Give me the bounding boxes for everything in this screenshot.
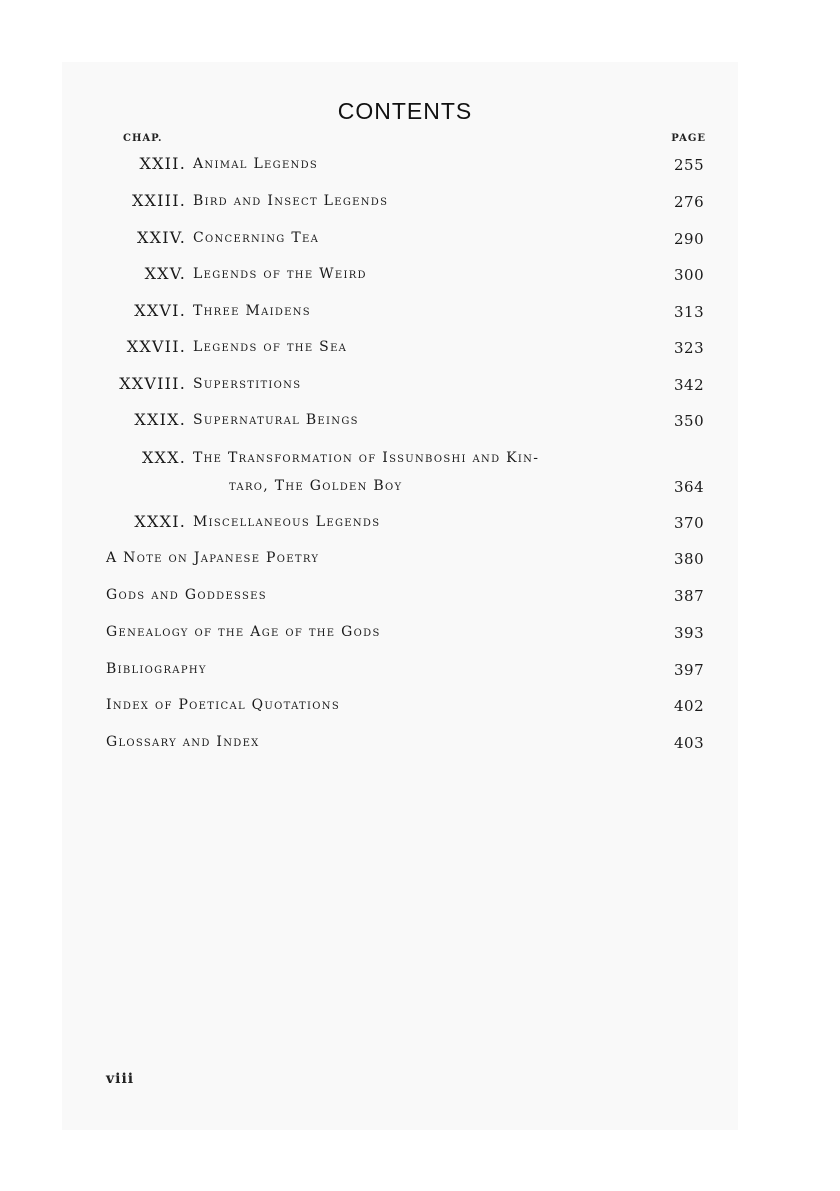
page-number: 300 (674, 266, 705, 284)
chapter-number: XXVII. (126, 337, 186, 356)
page-number: 323 (674, 339, 705, 357)
toc-entry-chapter-xxix[interactable] (0, 410, 840, 432)
page-number: 393 (674, 624, 705, 642)
chapter-title: Miscellaneous Legends (193, 514, 381, 530)
section-title: Index of Poetical Quotations (106, 697, 340, 713)
toc-entry-chapter-xxviii[interactable] (0, 374, 840, 396)
toc-entry-gods-and-goddesses[interactable] (0, 585, 840, 607)
page-number: 290 (674, 230, 705, 248)
section-title: Genealogy of the Age of the Gods (106, 624, 381, 640)
page-title: CONTENTS (337, 98, 473, 124)
toc-entry-chapter-xxxi[interactable] (0, 512, 840, 534)
chapter-number: XXVIII. (119, 374, 186, 393)
chapter-title: Three Maidens (193, 303, 311, 319)
chapter-number: XXII. (139, 154, 186, 173)
chapter-title-continued: taro, The Golden Boy (229, 478, 403, 494)
page-number: 350 (674, 412, 705, 430)
page-number: 342 (674, 376, 705, 394)
chapter-number: XXIII. (131, 191, 186, 210)
section-title: Bibliography (106, 661, 207, 677)
page-number: 397 (674, 661, 705, 679)
page-number: 276 (674, 193, 705, 211)
chapter-title: Bird and Insect Legends (193, 193, 389, 209)
chapter-number: XXVI. (134, 301, 186, 320)
toc-entry-poetical-quotations-index[interactable] (0, 695, 840, 717)
chapter-number: XXXI. (134, 512, 186, 531)
chapter-number: XXV. (144, 264, 186, 283)
toc-entry-glossary-and-index[interactable] (0, 732, 840, 754)
chap-column-header: CHAP. (123, 133, 163, 144)
chapter-title: Supernatural Beings (193, 412, 359, 428)
section-title: Gods and Goddesses (106, 587, 267, 603)
toc-entry-chapter-xxiii[interactable] (0, 191, 840, 213)
toc-entry-chapter-xxiv[interactable] (0, 228, 840, 250)
page-number: 364 (674, 478, 705, 496)
page-number: 403 (674, 734, 705, 752)
chapter-number: XXX. (141, 448, 186, 467)
toc-entry-genealogy[interactable] (0, 622, 840, 644)
toc-entry-bibliography[interactable] (0, 659, 840, 681)
page-number: 313 (674, 303, 705, 321)
chapter-number: XXIX. (134, 410, 186, 429)
page-number: 255 (674, 156, 705, 174)
toc-entry-chapter-xxv[interactable] (0, 264, 840, 286)
page-number: 387 (674, 587, 705, 605)
chapter-title: Superstitions (193, 376, 302, 392)
chapter-title: Legends of the Sea (193, 339, 348, 355)
page-column-header: PAGE (671, 133, 706, 144)
section-title: Glossary and Index (106, 734, 260, 750)
toc-entry-japanese-poetry-note[interactable] (0, 548, 840, 570)
page-number: 402 (674, 697, 705, 715)
chapter-title: The Transformation of Issunboshi and Kin- (193, 450, 540, 466)
page-number: 370 (674, 514, 705, 532)
chapter-title: Concerning Tea (193, 230, 320, 246)
toc-entry-chapter-xxx-continued[interactable] (0, 476, 840, 498)
page-folio: viii (106, 1071, 135, 1087)
toc-entry-chapter-xxii[interactable] (0, 154, 840, 176)
page-number: 380 (674, 550, 705, 568)
section-title: A Note on Japanese Poetry (106, 550, 320, 566)
toc-entry-chapter-xxx[interactable] (0, 448, 840, 470)
toc-entry-chapter-xxvii[interactable] (0, 337, 840, 359)
chapter-title: Legends of the Weird (193, 266, 367, 282)
chapter-number: XXIV. (137, 228, 186, 247)
toc-entry-chapter-xxvi[interactable] (0, 301, 840, 323)
chapter-title: Animal Legends (193, 156, 319, 172)
